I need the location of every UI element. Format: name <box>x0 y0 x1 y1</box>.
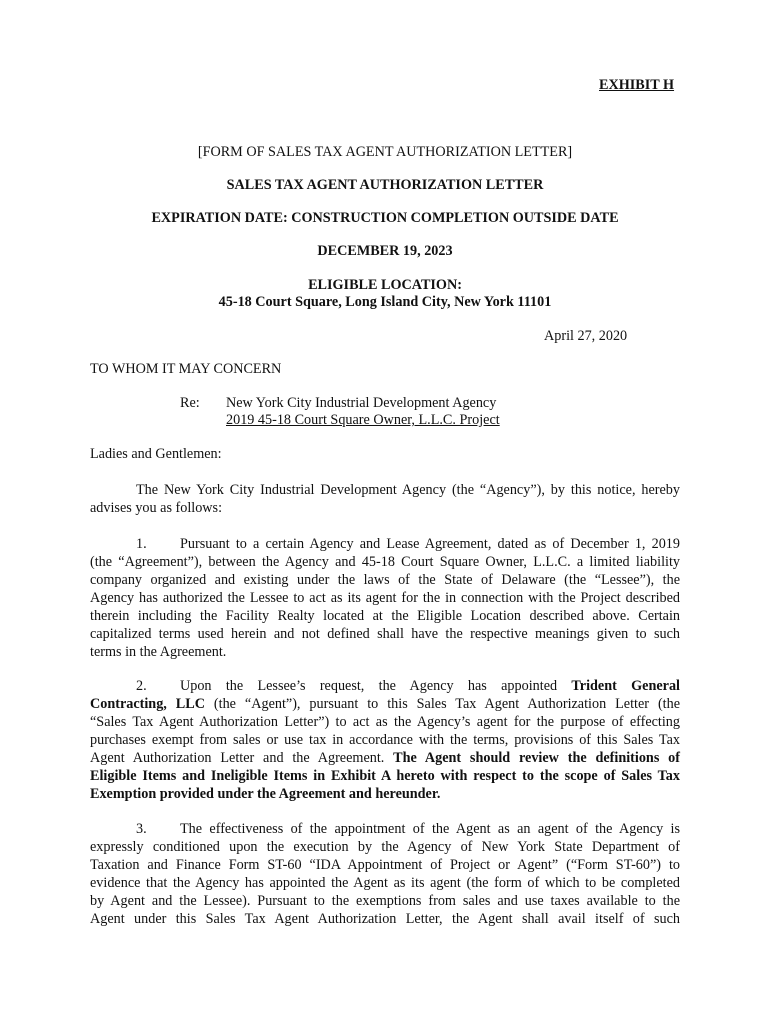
eligible-location-label: ELIGIBLE LOCATION: <box>308 277 462 293</box>
expiration-line: EXPIRATION DATE: CONSTRUCTION COMPLETION OUTSIDE DATE <box>151 210 619 226</box>
paragraph-2 <box>90 677 680 803</box>
eligible-location-address: 45-18 Court Square, Long Island City, New York 11101 <box>218 294 552 310</box>
salutation: Ladies and Gentlemen: <box>90 446 222 462</box>
paragraph-line: terms in the Agreement. <box>90 644 227 660</box>
paragraph-line: expressly conditioned upon the execution by the Agency of New York State Department of <box>90 839 680 855</box>
paragraph-line: 3. The effectiveness of the appointment of the Agent as an agent of the Agency is <box>136 821 680 837</box>
paragraph-line: 2. Upon the Lessee’s request, the Agency has appointed Trident General <box>136 678 680 694</box>
paragraph-line: Exemption provided under the Agreement and hereunder. <box>90 786 441 802</box>
paragraph-number: 3. <box>136 821 147 837</box>
re-line-2: 2019 45-18 Court Square Owner, L.L.C. Project <box>226 412 500 428</box>
agent-name-part-1: Trident General <box>571 678 680 694</box>
paragraph-line: 1. Pursuant to a certain Agency and Lease Agreement, dated as of December 1, 2019 <box>136 536 680 552</box>
intro-paragraph <box>90 481 680 517</box>
paragraph-line: advises you as follows: <box>90 500 223 516</box>
paragraph-number: 2. <box>136 678 147 694</box>
paragraph-1 <box>90 535 680 661</box>
paragraph-line: (the “Agreement”), between the Agency and 45-18 Court Square Owner, L.L.C. a limited liability <box>90 554 680 570</box>
paragraph-line: The New York City Industrial Development Agency (the “Agency”), by this notice, hereby <box>136 482 680 498</box>
paragraph-line: “Sales Tax Agent Authorization Letter”) to act as the Agency’s agent for the purpose of effecting <box>90 714 680 730</box>
addressee: TO WHOM IT MAY CONCERN <box>90 361 282 377</box>
agent-name-part-2: Contracting, LLC <box>90 696 205 712</box>
paragraph-line: Contracting, LLC (the “Agent”), pursuant to this Sales Tax Agent Authorization Letter (the <box>90 696 681 712</box>
paragraph-line: evidence that the Agency has appointed the Agent as its agent (the form of which to be completed <box>90 875 680 891</box>
paragraph-line: purchases exempt from sales or use tax in accordance with the terms, provisions of this Sales Tax <box>90 732 680 748</box>
exhibit-heading: EXHIBIT H <box>599 77 675 93</box>
paragraph-line: Taxation and Finance Form ST-60 “IDA Appointment of Project or Agent” (“Form ST-60”) to <box>90 857 680 873</box>
paragraph-number: 1. <box>136 536 147 552</box>
paragraph-3 <box>90 820 680 928</box>
re-label: Re: <box>180 395 200 411</box>
letter-date: April 27, 2020 <box>544 328 628 344</box>
paragraph-line: Agency has authorized the Lessee to act as its agent for the in connection with the Project described <box>90 590 680 606</box>
paragraph-line: Agent under this Sales Tax Agent Authorization Letter, the Agent shall avail itself of such <box>90 911 680 927</box>
expiration-date: DECEMBER 19, 2023 <box>317 243 453 259</box>
paragraph-line: therein including the Facility Realty located at the Eligible Location described above. Certain <box>90 608 680 624</box>
paragraph-line: Agent Authorization Letter and the Agreement. The Agent should review the definitions of <box>90 750 680 766</box>
paragraph-line: company organized and existing under the laws of the State of Delaware (the “Lessee”), the <box>90 572 680 588</box>
paragraph-line: capitalized terms used herein and not defined shall have the respective meanings given to such <box>90 626 680 642</box>
paragraph-line: Eligible Items and Ineligible Items in Exhibit A hereto with respect to the scope of Sales Tax <box>90 768 680 784</box>
re-line-1: New York City Industrial Development Agency <box>226 395 497 411</box>
form-of-title: [FORM OF SALES TAX AGENT AUTHORIZATION LETTER] <box>197 144 573 160</box>
letter-title: SALES TAX AGENT AUTHORIZATION LETTER <box>226 177 544 193</box>
paragraph-line: by Agent and the Lessee). Pursuant to the exemptions from sales and use taxes available to the <box>90 893 680 909</box>
